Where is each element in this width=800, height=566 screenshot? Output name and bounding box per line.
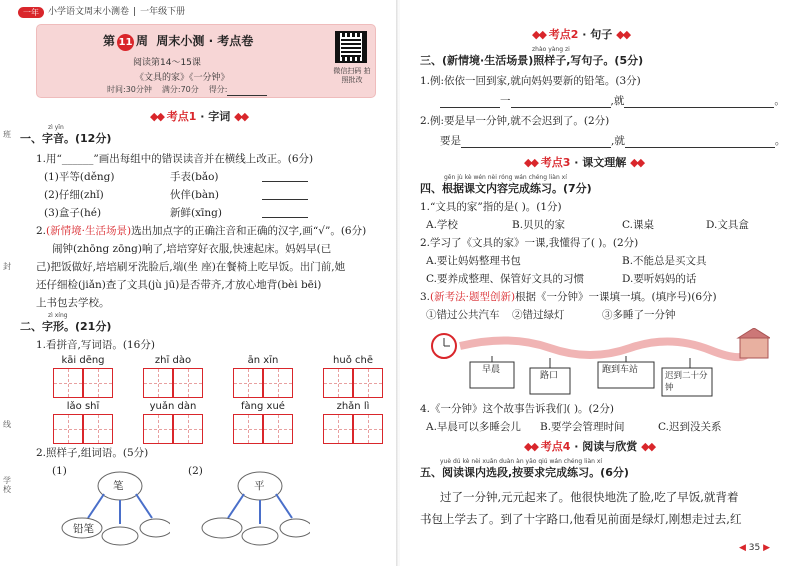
s1-ruby: zì yīn bbox=[48, 124, 64, 131]
answer-line[interactable] bbox=[625, 138, 775, 148]
cloud-2-center: 平 bbox=[254, 480, 265, 492]
question-6: 2.例:要是早一分钟,就不会迟到了。(2分) bbox=[420, 115, 610, 127]
side-label-seal: 封 bbox=[3, 262, 11, 271]
s5-ruby: yuè dú kè nèi xuǎn duàn àn yāo qiú wán chéng liàn xí bbox=[440, 458, 603, 465]
q1-item-2a: (2)仔细(zhǐ) bbox=[44, 189, 104, 201]
answer-line[interactable] bbox=[461, 138, 611, 148]
pinyin-item: yuǎn dàn bbox=[138, 400, 208, 444]
passage-line-1: 过了一分钟,元元起来了。他很快地洗了脸,吃了早饭,就背着 bbox=[440, 490, 739, 504]
q9-option-2: ②错过绿灯 bbox=[512, 309, 565, 321]
pinyin-item: fàng xué bbox=[228, 400, 298, 444]
q1-item-1a: (1)平等(děng) bbox=[44, 171, 115, 183]
question-2-line2: 闹钟(zhōng zōng)响了,培培穿好衣服,快速起床。妈妈早(已 bbox=[52, 243, 332, 255]
qr-code-pattern bbox=[341, 37, 361, 57]
prev-arrow-icon: ◀ bbox=[738, 542, 746, 553]
answer-line[interactable] bbox=[262, 208, 308, 218]
top-header: 一年 小学语文周末小测卷 | 一年级下册 bbox=[18, 6, 185, 18]
answer-line[interactable] bbox=[440, 98, 500, 108]
q7-option-a[interactable]: A.学校 bbox=[426, 219, 458, 231]
q7-option-b[interactable]: B.贝贝的家 bbox=[512, 219, 566, 231]
cloud-2-label: (2) bbox=[188, 465, 203, 477]
story-timeline-diagram bbox=[430, 328, 770, 400]
writing-box[interactable] bbox=[353, 414, 383, 444]
q8-option-d[interactable]: D.要听妈妈的话 bbox=[622, 273, 697, 285]
passage-line-2: 书包上学去了。到了十字路口,他看见前面是绿灯,刚想走过去,红 bbox=[420, 512, 742, 526]
question-2-line1: 2.(新情境·生活场景)选出加点字的正确注音和正确的汉字,画“√”。(6分) bbox=[36, 225, 367, 237]
kp3-heading: ◆◆ 考点3 · 课文理解 ◆◆ bbox=[524, 156, 644, 169]
q8-option-b[interactable]: B.不能总是买文具 bbox=[622, 255, 707, 267]
q6-answer-line: 要是 ,就 。 bbox=[440, 135, 786, 147]
banner-meta bbox=[107, 85, 267, 96]
q1-item-1b: 手表(bǎo) bbox=[170, 171, 219, 183]
timeline-step-3: 跑到车站 bbox=[602, 365, 639, 375]
score-label: 得分: bbox=[209, 85, 268, 96]
writing-box[interactable] bbox=[83, 414, 113, 444]
kp4-heading: ◆◆ 考点4 · 阅读与欣赏 ◆◆ bbox=[524, 440, 655, 453]
writing-box[interactable] bbox=[263, 414, 293, 444]
next-arrow-icon: ▶ bbox=[763, 542, 770, 553]
pinyin-item: kāi dēng bbox=[48, 354, 118, 398]
q1-item-3a: (3)盒子(hé) bbox=[44, 207, 102, 219]
side-label-class: 班 bbox=[3, 130, 11, 139]
writing-box[interactable] bbox=[233, 414, 263, 444]
q10-option-c[interactable]: C.迟到没关系 bbox=[658, 421, 722, 433]
question-10: 4.《一分钟》这个故事告诉我们( )。(2分) bbox=[420, 403, 614, 415]
question-2-line3: 己)把饭做好,培培刷牙洗脸后,端(坐 座)在餐椅上吃早饭。出门前,她 bbox=[36, 261, 346, 273]
right-page bbox=[400, 0, 800, 566]
writing-box[interactable] bbox=[323, 414, 353, 444]
timeline-step-1: 早晨 bbox=[482, 365, 501, 375]
banner-title: 第 11 周 周末小测 · 考点卷 bbox=[103, 33, 253, 51]
pinyin-item: zhī dào bbox=[138, 354, 208, 398]
question-1: 1.用“______”画出每组中的错误读音并在横线上改正。(6分) bbox=[36, 153, 314, 165]
section-3-title: 三、(新情境·生活场景)照样子,写句子。(5分) bbox=[420, 54, 644, 67]
cloud-1-center: 笔 bbox=[113, 480, 124, 492]
pinyin-item: zhǎn lì bbox=[318, 400, 388, 444]
pinyin-row-1 bbox=[48, 354, 388, 398]
writing-box[interactable] bbox=[53, 414, 83, 444]
writing-box[interactable] bbox=[233, 368, 263, 398]
pinyin-item: huǒ chē bbox=[318, 354, 388, 398]
q8-option-c[interactable]: C.要养成整理、保管好文具的习惯 bbox=[426, 273, 584, 285]
grade-name: 一年级下册 bbox=[140, 6, 186, 17]
q7-option-d[interactable]: D.文具盒 bbox=[706, 219, 749, 231]
q10-option-b[interactable]: B.要学会管理时间 bbox=[540, 421, 625, 433]
full-score: 满分:70分 bbox=[161, 85, 199, 94]
test-banner bbox=[36, 24, 376, 98]
writing-box[interactable] bbox=[173, 414, 203, 444]
question-7: 1.“文具的家”指的是( )。(1分) bbox=[420, 201, 562, 213]
question-9: 3.(新考法·题型创新)根据《一分钟》一课填一填。(填序号)(6分) bbox=[420, 291, 717, 303]
answer-line[interactable] bbox=[624, 98, 774, 108]
writing-box[interactable] bbox=[353, 368, 383, 398]
cloud-1-example: 铅笔 bbox=[73, 523, 94, 535]
answer-line[interactable] bbox=[262, 190, 308, 200]
q5-answer-line: 一 ,就 。 bbox=[440, 94, 785, 108]
s3-ruby: zhào yàng zi bbox=[532, 46, 570, 53]
answer-line[interactable] bbox=[262, 172, 308, 182]
q7-option-c[interactable]: C.课桌 bbox=[622, 219, 654, 231]
week-number-badge: 11 bbox=[117, 34, 134, 51]
pinyin-row-2 bbox=[48, 400, 388, 444]
q9-option-1: ①错过公共汽车 bbox=[426, 309, 500, 321]
grade-tag: 一年 bbox=[18, 7, 44, 18]
pinyin-item: lǎo shī bbox=[48, 400, 118, 444]
s2-ruby: zì xíng bbox=[48, 312, 68, 319]
question-2-line5: 上书包去学校。 bbox=[36, 297, 110, 309]
kp1-heading: ◆◆ 考点1 · 字词 ◆◆ bbox=[150, 110, 248, 123]
q8-option-a[interactable]: A.要让妈妈整理书包 bbox=[426, 255, 521, 267]
writing-box[interactable] bbox=[143, 414, 173, 444]
cloud-1-label: (1) bbox=[52, 465, 67, 477]
unit-titles: 《文具的家》《一分钟》 bbox=[135, 73, 230, 83]
q9-option-3: ③多睡了一分钟 bbox=[602, 309, 676, 321]
answer-line[interactable] bbox=[511, 98, 611, 108]
writing-box[interactable] bbox=[323, 368, 353, 398]
q1-item-2b: 伙伴(bàn) bbox=[170, 189, 219, 201]
qr-caption: 微信扫码 拍照批改 bbox=[333, 67, 371, 84]
q10-option-a[interactable]: A.早晨可以多睡会儿 bbox=[426, 421, 521, 433]
kp2-heading: ◆◆ 考点2 · 句子 ◆◆ bbox=[532, 28, 630, 41]
s4-ruby: gēn jù kè wén nèi róng wán chéng liàn xí bbox=[444, 174, 567, 181]
writing-box[interactable] bbox=[173, 368, 203, 398]
writing-box[interactable] bbox=[83, 368, 113, 398]
section-4-title: 四、根据课文内容完成练习。(7分) bbox=[420, 182, 592, 195]
section-5-title: 五、阅读课内选段,按要求完成练习。(6分) bbox=[420, 466, 629, 479]
section-2-title: 二、字形。(21分) bbox=[20, 320, 112, 333]
writing-box[interactable] bbox=[143, 368, 173, 398]
left-page bbox=[0, 0, 398, 566]
page-number: ◀ 35 ▶ bbox=[738, 542, 770, 553]
timeline-step-4: 迟到二十分钟 bbox=[665, 371, 708, 393]
writing-box[interactable] bbox=[263, 368, 293, 398]
series-name: 小学语文周末小测卷 bbox=[48, 6, 130, 17]
question-3: 1.看拼音,写词语。(16分) bbox=[36, 339, 155, 351]
question-2-line4: 还仔细检(jiǎn)查了文具(jù jū)是否带齐,才放心地背(bèi bēi) bbox=[36, 279, 322, 291]
question-8: 2.学习了《文具的家》一课,我懂得了( )。(2分) bbox=[420, 237, 639, 249]
side-label-line: 线 bbox=[3, 420, 11, 429]
section-1-title: 一、字音。(12分) bbox=[20, 132, 112, 145]
time-limit: 时间:30分钟 bbox=[107, 85, 152, 94]
side-label-school: 学校 bbox=[3, 476, 11, 494]
pinyin-item: ān xīn bbox=[228, 354, 298, 398]
writing-box[interactable] bbox=[53, 368, 83, 398]
q1-item-3b: 新鲜(xīng) bbox=[170, 207, 222, 219]
timeline-step-2: 路口 bbox=[540, 371, 559, 381]
question-4: 2.照样子,组词语。(5分) bbox=[36, 447, 149, 459]
question-5: 1.例:依依一回到家,就向妈妈要新的铅笔。(3分) bbox=[420, 75, 641, 87]
reading-range: 阅读第14～15课 bbox=[133, 58, 201, 68]
